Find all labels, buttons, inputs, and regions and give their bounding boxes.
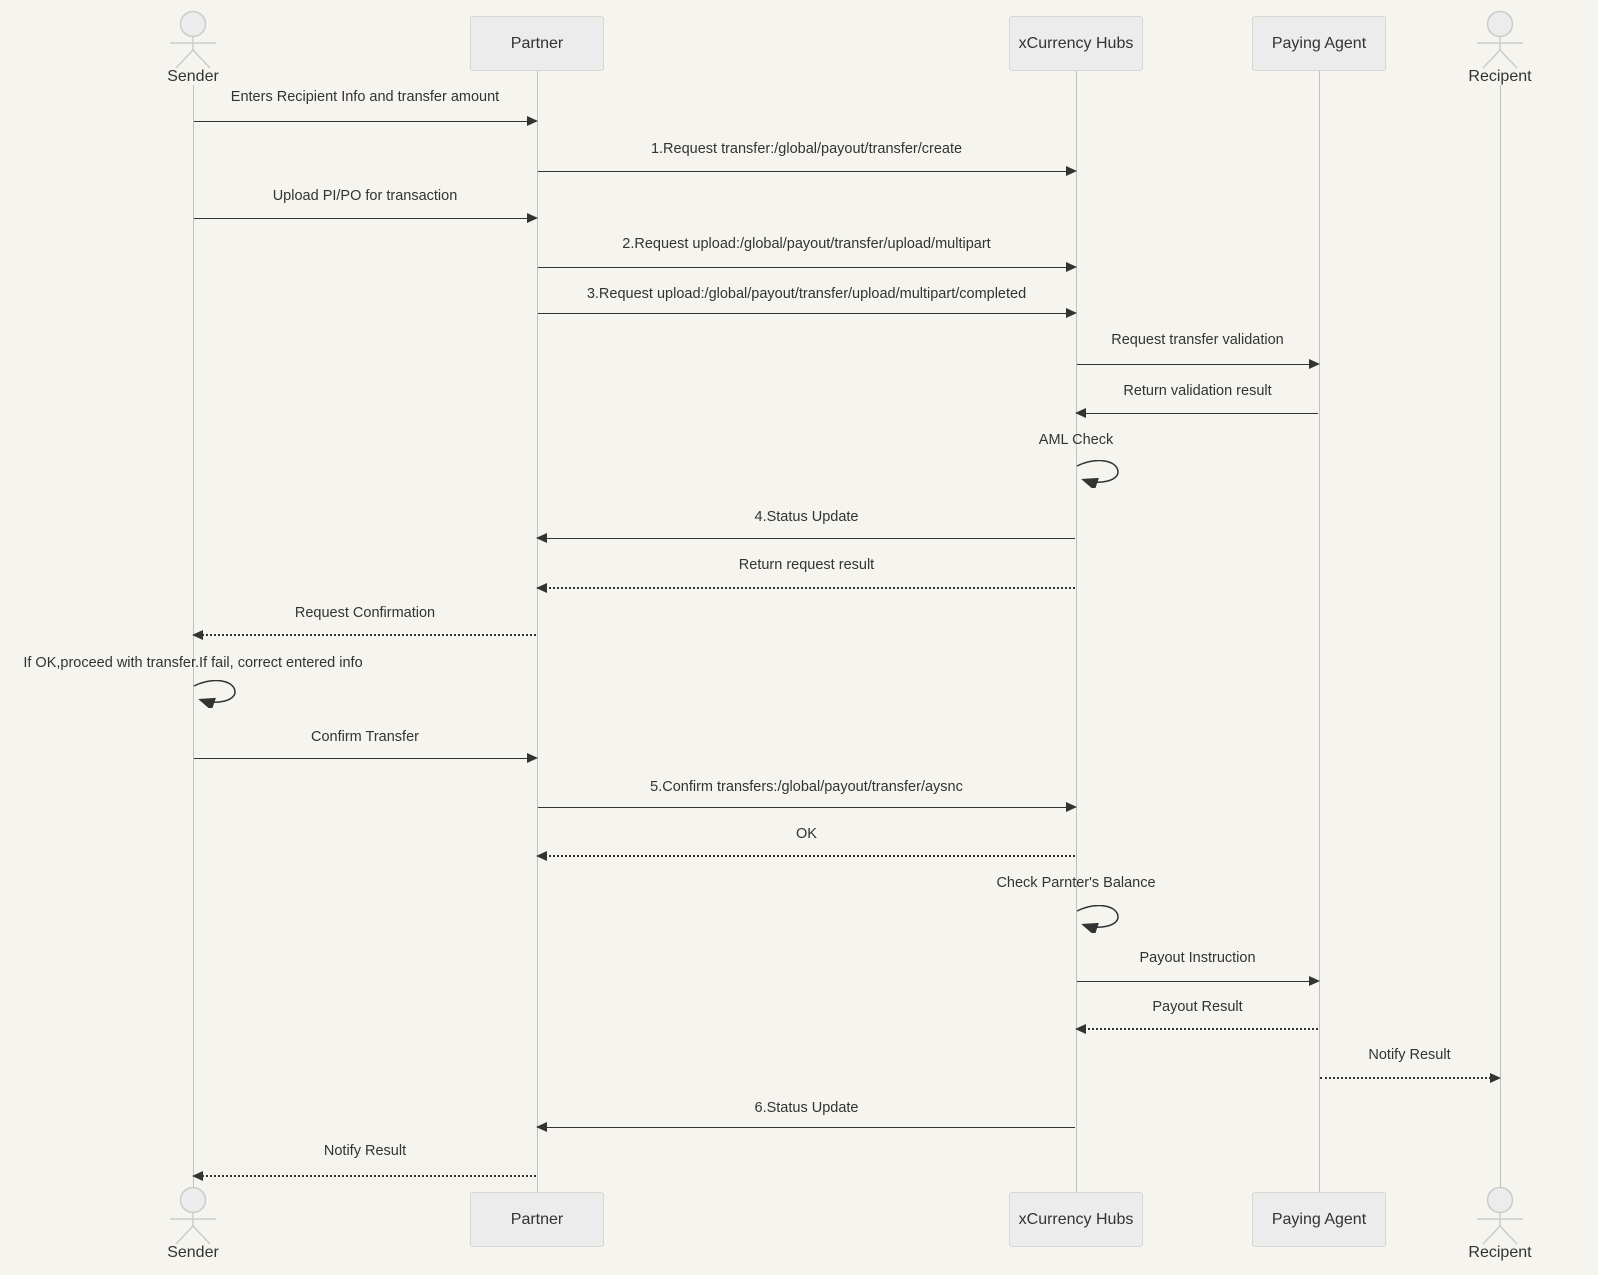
message-label: Enters Recipient Info and transfer amount [230, 89, 500, 105]
message-arrow [194, 121, 536, 122]
actor-name-sender: Sender [167, 68, 219, 85]
participant-label: xCurrency Hubs [1018, 34, 1134, 52]
message-arrow [1077, 413, 1318, 414]
arrowhead-icon [536, 851, 547, 861]
self-message-label: AML Check [1038, 432, 1114, 448]
arrowhead-icon [536, 583, 547, 593]
message-arrow [194, 634, 536, 636]
actor-figure-icon [1472, 10, 1528, 72]
message-label: Notify Result [1368, 1047, 1451, 1063]
participant-label: Partner [510, 34, 564, 52]
message-label: Confirm Transfer [311, 729, 419, 745]
self-loop-arrow [1076, 460, 1124, 488]
message-label: Request Confirmation [294, 605, 436, 621]
message-label: Notify Result [323, 1143, 407, 1159]
message-arrow [538, 1127, 1075, 1128]
actor-name-sender: Sender [167, 1244, 219, 1261]
actor-figure-icon [165, 10, 221, 72]
arrowhead-icon [1066, 308, 1077, 318]
message-arrow [194, 758, 536, 759]
participant-label: Partner [510, 1210, 564, 1228]
arrowhead-icon [1075, 1024, 1086, 1034]
participant-box-agent-bottom [1252, 1192, 1386, 1247]
arrowhead-icon [192, 630, 203, 640]
participant-label: xCurrency Hubs [1018, 1210, 1134, 1228]
message-label: 6.Status Update [754, 1100, 859, 1116]
message-label: Upload PI/PO for transaction [272, 188, 458, 204]
message-label: 3.Request upload:/global/payout/transfer/upload/multipart/completed [586, 286, 1027, 302]
participant-box-partner-top [470, 16, 604, 71]
participant-box-hubs-top [1009, 16, 1143, 71]
message-arrow [538, 267, 1075, 268]
message-arrow [1077, 364, 1318, 365]
participant-label: Paying Agent [1271, 1210, 1367, 1228]
arrowhead-icon [1066, 166, 1077, 176]
participant-label: Paying Agent [1271, 34, 1367, 52]
message-arrow [538, 538, 1075, 539]
message-arrow [538, 807, 1075, 808]
message-label: Payout Result [1152, 999, 1243, 1015]
arrowhead-icon [1309, 976, 1320, 986]
arrowhead-icon [1309, 359, 1320, 369]
arrowhead-icon [1075, 408, 1086, 418]
message-label: Payout Instruction [1139, 950, 1256, 966]
arrowhead-icon [192, 1171, 203, 1181]
message-arrow [194, 1175, 536, 1177]
actor-figure-icon [165, 1186, 221, 1248]
lifeline-agent [1319, 71, 1320, 1192]
self-message-label: If OK,proceed with transfer.If fail, correct entered info [23, 655, 363, 671]
message-label: 1.Request transfer:/global/payout/transfer/create [650, 141, 963, 157]
message-label: 4.Status Update [754, 509, 859, 525]
message-arrow [538, 855, 1075, 857]
participant-box-agent-top [1252, 16, 1386, 71]
self-loop-arrow [1076, 905, 1124, 933]
arrowhead-icon [536, 533, 547, 543]
arrowhead-icon [527, 753, 538, 763]
message-arrow [1077, 1028, 1318, 1030]
message-label: Return request result [738, 557, 875, 573]
message-label: Request transfer validation [1111, 332, 1284, 348]
self-loop-arrow [193, 680, 241, 708]
lifeline-recipient [1500, 85, 1501, 1188]
message-arrow [538, 313, 1075, 314]
lifeline-partner [537, 71, 538, 1192]
arrowhead-icon [527, 116, 538, 126]
message-arrow [538, 587, 1075, 589]
participant-box-partner-bottom [470, 1192, 604, 1247]
message-label: 2.Request upload:/global/payout/transfer/upload/multipart [622, 236, 991, 252]
arrowhead-icon [536, 1122, 547, 1132]
message-arrow [1320, 1077, 1499, 1079]
message-label: Return validation result [1123, 383, 1272, 399]
actor-figure-icon [1472, 1186, 1528, 1248]
arrowhead-icon [1066, 802, 1077, 812]
message-arrow [1077, 981, 1318, 982]
message-arrow [538, 171, 1075, 172]
arrowhead-icon [1490, 1073, 1501, 1083]
arrowhead-icon [1066, 262, 1077, 272]
participant-box-hubs-bottom [1009, 1192, 1143, 1247]
self-message-label: Check Parnter's Balance [996, 875, 1156, 891]
actor-name-recipient: Recipent [1468, 1244, 1532, 1261]
message-arrow [194, 218, 536, 219]
actor-name-recipient: Recipent [1468, 68, 1532, 85]
arrowhead-icon [527, 213, 538, 223]
message-label: 5.Confirm transfers:/global/payout/transfer/aysnc [650, 779, 963, 795]
message-label: OK [796, 826, 817, 842]
